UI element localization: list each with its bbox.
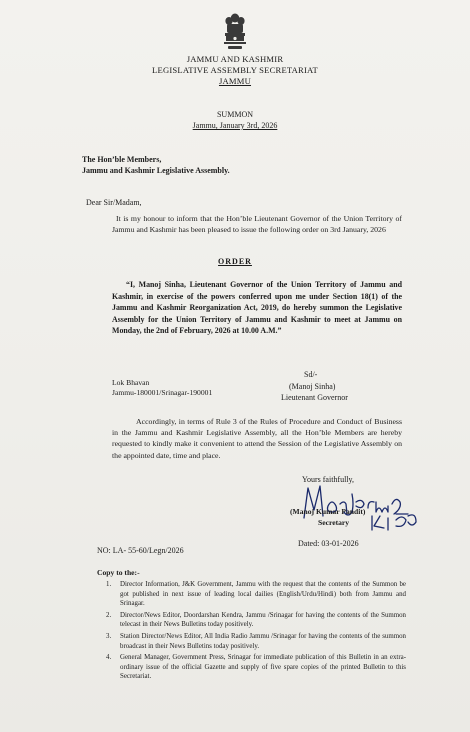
order-heading: ORDER: [218, 257, 252, 266]
addressee-line-2: Jammu and Kashmir Legislative Assembly.: [82, 166, 230, 175]
copy-to-list: [100, 580, 406, 684]
copy-to-item-text: Director Information, J&K Government, Jammu with the request that the contents of the Summon be got published in next issue of leading local dailies (English/Urdu/Hindi) both from Jammu and Srinagar.: [120, 581, 406, 608]
salutation: Dear Sir/Madam,: [86, 198, 142, 207]
national-emblem-icon: [220, 10, 250, 52]
copy-to-item: [100, 580, 406, 609]
summon-title: SUMMON: [216, 110, 253, 119]
header-line-3: JAMMU: [218, 76, 252, 86]
lg-sd: Sd/-: [304, 370, 318, 379]
order-text: “I, Manoj Sinha, Lieutenant Governor of the Union Territory of Jammu and Kashmir, in exercise of the powers conferred upon me under Section 18(1) of the Jammu and Kashmir Reorganization Act, 2019, do hereby summon the Legislative Assembly for the Union Territory of Jammu and Kashmir to meet at Jammu on Monday, the 2nd of February, 2026 at 10.00 A.M.”: [112, 280, 402, 336]
copy-to-heading: Copy to the:-: [97, 568, 140, 577]
copy-to-item: [100, 632, 406, 651]
header-line-2: LEGISLATIVE ASSEMBLY SECRETARIAT: [152, 65, 318, 75]
lg-name: (Manoj Sinha): [289, 382, 336, 391]
copy-to-item-number: 3.: [106, 632, 112, 640]
copy-to-item: [100, 611, 406, 630]
header-line-1: JAMMU AND KASHMIR: [186, 54, 284, 64]
accordingly-paragraph: Accordingly, in terms of Rule 3 of the Rules of Procedure and Conduct of Business in the Jammu and Kashmir Legislative Assembly, all the Hon’ble Members are hereby requested to kindly make it convenient to attend the Session of the Legislative Assembly on the appointed date, time and place.: [112, 417, 402, 460]
handwritten-signature: [292, 480, 422, 532]
copy-to-item-number: 2.: [106, 611, 112, 619]
secretary-designation: Secretary: [318, 518, 350, 527]
copy-to-item-text: Director/News Editor, Doordarshan Kendra, Jammu /Srinagar for having the contents of the Summon telecast in their News Bulletins today positively.: [120, 611, 406, 629]
issued-from-line-2: Jammu-180001/Srinagar-190001: [112, 388, 213, 397]
copy-to-item-number: 1.: [106, 581, 112, 588]
reference-dated: Dated: 03-01-2026: [298, 539, 359, 548]
copy-to-item-text: Station Director/News Editor, All India Radio Jammu /Srinagar for having the contents of the summon broadcast in their News Bulletins today positively.: [120, 632, 406, 650]
copy-to-item-number: 4.: [106, 654, 112, 662]
summon-place-date: Jammu, January 3rd, 2026: [192, 121, 278, 130]
reference-number: NO: LA- 55-60/Legn/2026: [97, 546, 184, 555]
secretary-name: (Manoj Kumar Pandit): [290, 507, 366, 516]
issued-from-line-1: Lok Bhavan: [112, 378, 150, 387]
copy-to-item: [100, 653, 406, 682]
copy-to-item-text: General Manager, Government Press, Srinagar for immediate publication of this Bulletin in an extra-ordinary issue of the official Gazette and supply of five spare copies of the printed Bulletin to this Secretariat.: [120, 654, 406, 681]
yours-faithfully: Yours faithfully,: [302, 475, 355, 484]
lg-designation: Lieutenant Governor: [281, 393, 348, 402]
intro-paragraph: It is my honour to inform that the Hon’ble Lieutenant Governor of the Union Territory of Jammu and Kashmir has been pleased to issue the following order on 3rd January, 2026: [112, 214, 402, 235]
addressee-line-1: The Hon’ble Members,: [82, 155, 162, 164]
